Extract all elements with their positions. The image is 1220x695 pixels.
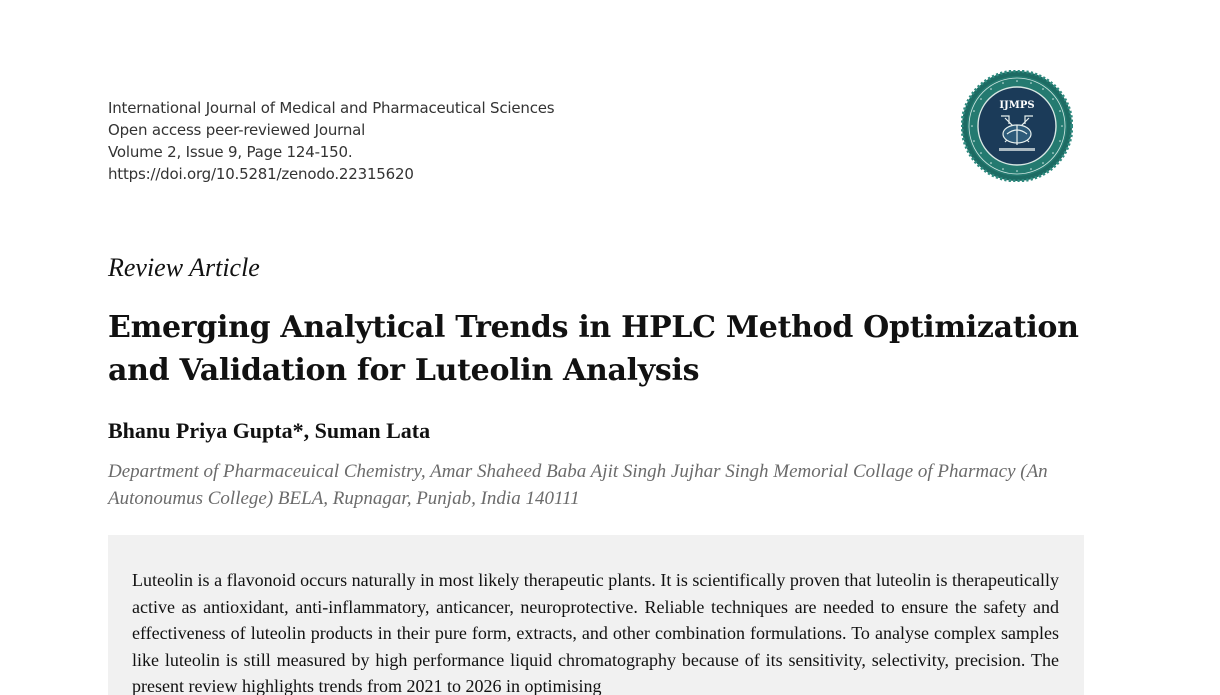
- journal-name: International Journal of Medical and Pharmaceutical Sciences: [108, 99, 555, 117]
- journal-doi[interactable]: https://doi.org/10.5281/zenodo.22315620: [108, 165, 414, 183]
- abstract-text: Luteolin is a flavonoid occurs naturally in most likely therapeutic plants. It is scientifically proven that luteolin is therapeutically active as antioxidant, anti-inflammatory, anticancer, neuroprotective. Reliable techniques are needed to ensure the safety and effectiveness of luteolin products in their pure form, extracts, and other combination formulations. To analyse complex samples like luteolin is still measured by high performance liquid chromatography because of its sensitivity, selectivity, precision. The present review highlights trends from 2021 to 2026 in optimising: [132, 570, 1059, 695]
- article-authors: Bhanu Priya Gupta*, Suman Lata: [108, 418, 431, 443]
- journal-logo-seal: [961, 70, 1073, 182]
- abstract-box: [108, 535, 1084, 695]
- journal-volume: Volume 2, Issue 9, Page 124-150.: [108, 143, 353, 161]
- seal-abbreviation: IJMPS: [999, 100, 1035, 111]
- author-affiliation: Department of Pharmaceuical Chemistry, Amar Shaheed Baba Ajit Singh Jujhar Singh Memorial Collage of Pharmacy (An Autonoumus College) BELA, Rupnagar, Punjab, India 140111: [108, 461, 1048, 509]
- article-title: Emerging Analytical Trends in HPLC Method Optimization and Validation for Luteolin Analysis: [108, 310, 1079, 388]
- journal-access: Open access peer-reviewed Journal: [108, 121, 366, 139]
- journal-info: [108, 97, 554, 185]
- article-type: Review Article: [108, 253, 260, 282]
